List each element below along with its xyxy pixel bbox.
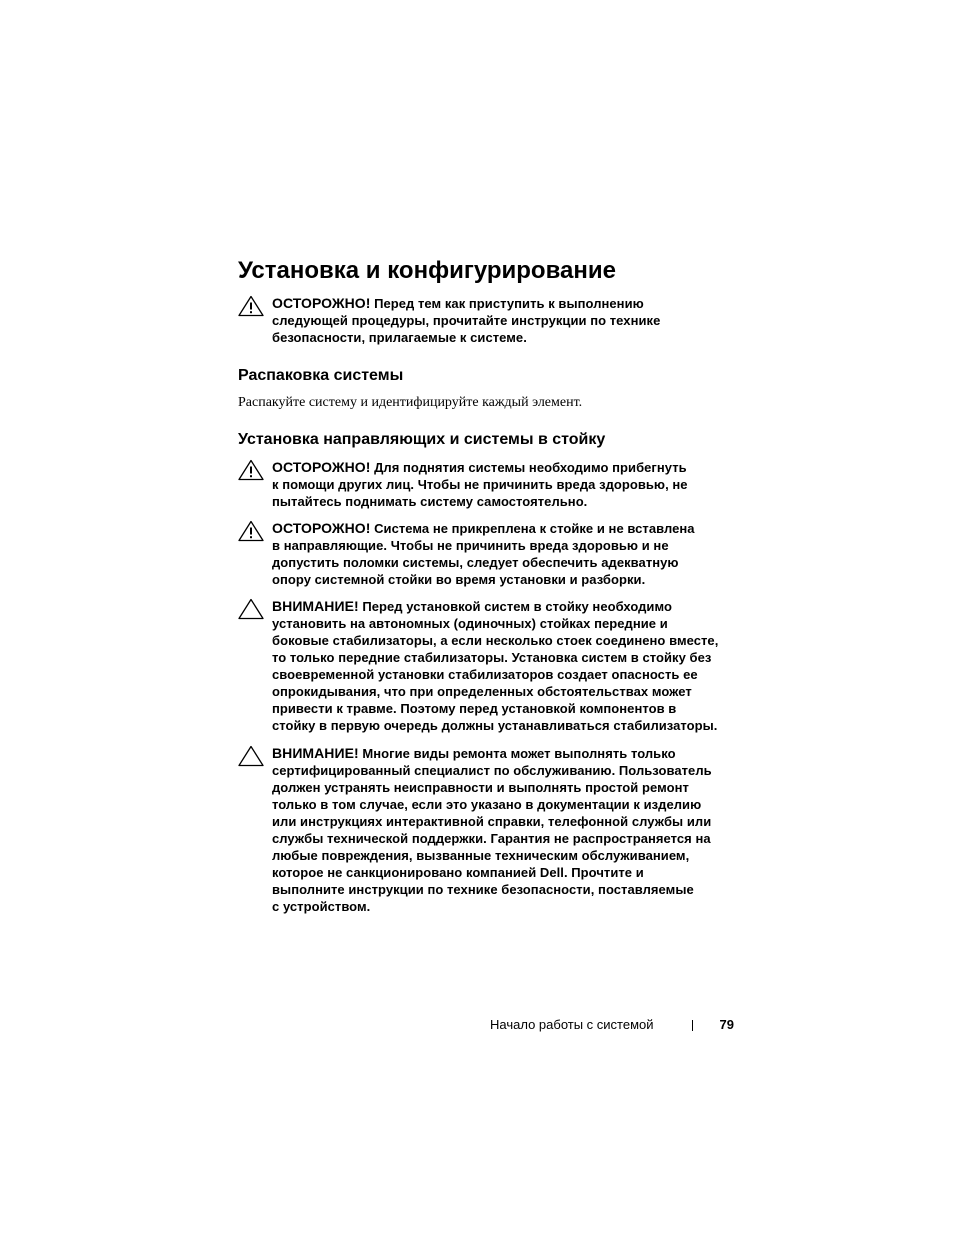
notice-line: опору системной стойки во время установки и разборки.: [272, 572, 646, 587]
caution-notice: [238, 598, 738, 734]
warning-notice: [238, 295, 738, 346]
notice-line: службы технической поддержки. Гарантия не распространяется на: [272, 831, 711, 846]
warning-icon: [238, 459, 264, 481]
notice-line: безопасности, прилагаемые к системе.: [272, 330, 527, 345]
notice-line: которое не санкционировано компанией Dell. Прочтите и: [272, 865, 644, 880]
page-number: 79: [719, 1017, 734, 1032]
caution-notice: [238, 745, 738, 915]
warning-icon: [238, 295, 264, 317]
notice-line: то только передние стабилизаторы. Установка систем в стойку без: [272, 650, 712, 665]
notice-line: выполните инструкции по технике безопасности, поставляемые: [272, 882, 694, 897]
page-title: Установка и конфигурирование: [238, 257, 616, 284]
notice-line: стойку в первую очередь должны устанавливаться стабилизаторы.: [272, 718, 718, 733]
notice-line: сертифицированный специалист по обслуживанию. Пользователь: [272, 763, 712, 778]
section-heading-unpacking: Распаковка системы: [238, 367, 404, 384]
notice-label: ВНИМАНИЕ!: [272, 598, 359, 614]
notice-label: ОСТОРОЖНО!: [272, 520, 371, 536]
notice-line: опрокидывания, что при определенных обстоятельствах может: [272, 684, 692, 699]
notice-line: Перед тем как приступить к выполнению: [374, 296, 644, 311]
notice-line: в направляющие. Чтобы не причинить вреда здоровью и не: [272, 538, 669, 553]
notice-label: ОСТОРОЖНО!: [272, 459, 371, 475]
notice-line: должен устранять неисправности и выполнять простой ремонт: [272, 780, 689, 795]
caution-icon: [238, 598, 264, 620]
notice-line: допустить поломки системы, следует обеспечить адекватную: [272, 555, 679, 570]
footer-separator: [692, 1020, 693, 1031]
warning-notice: [238, 459, 738, 510]
notice-line: привести к травме. Поэтому перед установкой компонентов в: [272, 701, 677, 716]
notice-line: к помощи других лиц. Чтобы не причинить вреда здоровью, не: [272, 477, 688, 492]
notice-line: своевременной установки стабилизаторов создает опасность ее: [272, 667, 698, 682]
notice-line: боковые стабилизаторы, а если несколько стоек соединено вместе,: [272, 633, 719, 648]
notice-label: ОСТОРОЖНО!: [272, 295, 371, 311]
caution-icon: [238, 745, 264, 767]
notice-line: Для поднятия системы необходимо прибегнуть: [374, 460, 687, 475]
unpacking-text: Распакуйте систему и идентифицируйте каждый элемент.: [238, 395, 583, 410]
notice-line: только в том случае, если это указано в документации к изделию: [272, 797, 702, 812]
notice-line: или инструкциях интерактивной справки, телефонной службы или: [272, 814, 712, 829]
notice-line: пытайтесь поднимать систему самостоятельно.: [272, 494, 588, 509]
notice-label: ВНИМАНИЕ!: [272, 745, 359, 761]
section-heading-rack: Установка направляющих и системы в стойку: [238, 431, 606, 448]
notice-line: следующей процедуры, прочитайте инструкции по технике: [272, 313, 661, 328]
warning-icon: [238, 520, 264, 542]
notice-line: установить на автономных (одиночных) стойках передние и: [272, 616, 668, 631]
page-footer: [490, 1016, 738, 1034]
notice-line: Система не прикреплена к стойке и не вставлена: [374, 521, 695, 536]
footer-section-title: Начало работы с системой: [490, 1017, 654, 1032]
notice-line: любые повреждения, вызванные техническим обслуживанием,: [272, 848, 690, 863]
warning-notice: [238, 520, 738, 588]
notice-line: с устройством.: [272, 899, 371, 914]
notice-line: Многие виды ремонта может выполнять только: [362, 746, 676, 761]
notice-line: Перед установкой систем в стойку необходимо: [362, 599, 672, 614]
